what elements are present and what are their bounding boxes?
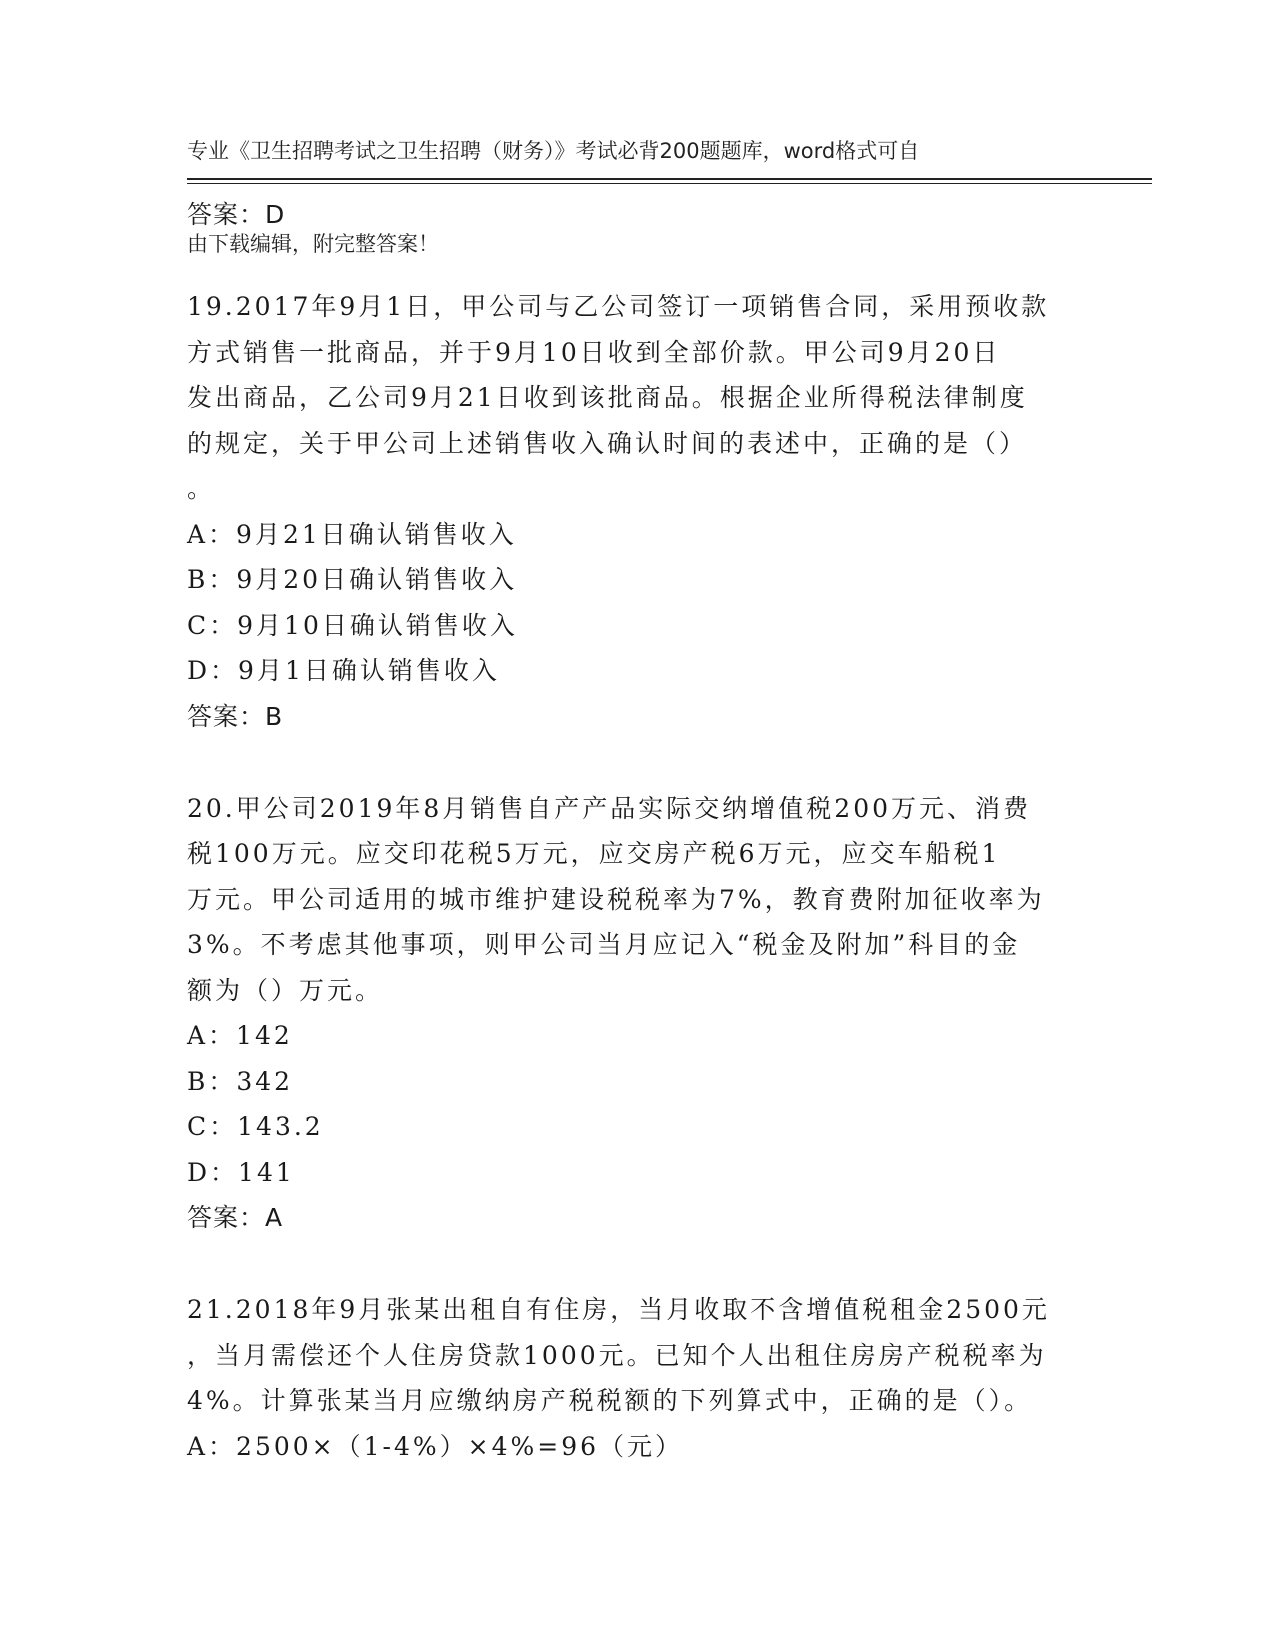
question-19-line-5: 。 — [187, 474, 216, 503]
header-line-1: 专业《卫生招聘考试之卫生招聘（财务）》考试必背200题题库，word格式可自 — [187, 139, 920, 163]
question-20-option-b: B：342 — [187, 1066, 294, 1096]
question-19-option-b: B：9月20日确认销售收入 — [187, 565, 518, 594]
question-21 — [187, 1287, 1087, 1469]
answer-18: 答案：D — [187, 200, 286, 229]
question-19 — [187, 284, 1087, 740]
answer-19: 答案：B — [187, 701, 284, 731]
question-19-option-a: A：9月21日确认销售收入 — [187, 519, 517, 549]
question-21-line-3: 4%。计算张某当月应缴纳房产税税额的下列算式中，正确的是（）。 — [187, 1386, 1033, 1415]
question-19-line-1: 19.2017年9月1日，甲公司与乙公司签订一项销售合同，采用预收款 — [187, 292, 1050, 321]
question-20-line-5: 额为（）万元。 — [187, 975, 384, 1005]
question-19-line-4: 的规定，关于甲公司上述销售收入确认时间的表述中，正确的是（） — [187, 428, 1028, 458]
header-divider — [187, 178, 1152, 180]
question-20 — [187, 786, 1087, 1242]
question-20-line-4: 3%。不考虑其他事项，则甲公司当月应记入“税金及附加”科目的金 — [187, 930, 1021, 959]
spacer — [187, 238, 1087, 284]
spacer — [187, 740, 1087, 786]
question-20-option-a: A：142 — [187, 1021, 293, 1050]
question-20-option-c: C：143.2 — [187, 1112, 324, 1141]
question-20-option-d: D：141 — [187, 1157, 295, 1187]
question-19-line-2: 方式销售一批商品，并于9月10日收到全部价款。甲公司9月20日 — [187, 337, 1001, 367]
question-20-line-1: 20.甲公司2019年8月销售自产产品实际交纳增值税200万元、消费 — [187, 793, 1032, 823]
document-body — [187, 192, 1087, 1469]
spacer — [187, 1241, 1087, 1287]
question-19-option-d: D：9月1日确认销售收入 — [187, 656, 500, 685]
question-21-line-2: ，当月需偿还个人住房贷款1000元。已知个人出租住房房产税税率为 — [187, 1340, 1047, 1370]
header-divider-thin — [187, 183, 1152, 184]
question-20-line-3: 万元。甲公司适用的城市维护建设税税率为7%，教育费附加征收率为 — [187, 884, 1045, 914]
question-19-line-3: 发出商品，乙公司9月21日收到该批商品。根据企业所得税法律制度 — [187, 383, 1028, 412]
question-20-line-2: 税100万元。应交印花税5万元，应交房产税6万元，应交车船税1 — [187, 839, 1001, 868]
question-21-line-1: 21.2018年9月张某出租自有住房，当月收取不含增值税租金2500元 — [187, 1295, 1050, 1324]
header-line-2: 由下载编辑，附完整答案！ — [187, 232, 439, 256]
answer-20: 答案：A — [187, 1203, 284, 1232]
question-21-option-a: A：2500×（1-4%）×4%=96（元） — [187, 1431, 684, 1461]
question-19-option-c: C：9月10日确认销售收入 — [187, 610, 518, 640]
